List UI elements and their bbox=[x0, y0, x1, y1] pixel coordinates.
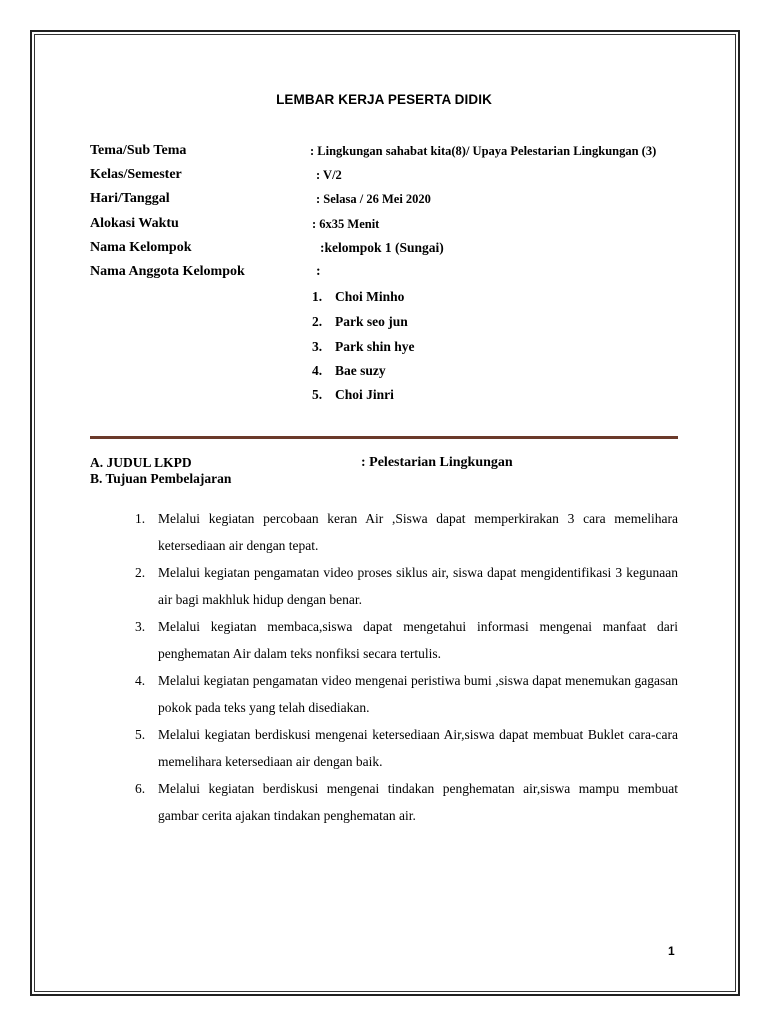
info-label-hari: Hari/Tanggal bbox=[90, 191, 170, 206]
info-label-kelas: Kelas/Semester bbox=[90, 167, 182, 182]
section-divider bbox=[90, 436, 678, 439]
info-value-alokasi: : 6x35 Menit bbox=[312, 217, 380, 231]
page-number: 1 bbox=[668, 944, 675, 958]
info-label-anggota: Nama Anggota Kelompok bbox=[90, 264, 245, 279]
member-item: 4. Bae suzy bbox=[312, 363, 386, 378]
objectives-list bbox=[130, 505, 678, 829]
list-item: 1. Melalui kegiatan percobaan keran Air ,Siswa dapat memperkirakan 3 cara memelihara ketersediaan air dengan tepat. bbox=[135, 511, 678, 553]
info-value-tema: : Lingkungan sahabat kita(8)/ Upaya Pelestarian Lingkungan (3) bbox=[310, 144, 657, 158]
info-label-tema: Tema/Sub Tema bbox=[90, 143, 187, 158]
member-item: 3. Park shin hye bbox=[312, 339, 415, 354]
info-label-alokasi: Alokasi Waktu bbox=[90, 216, 179, 231]
info-value-kelompok: :kelompok 1 (Sungai) bbox=[320, 240, 444, 255]
info-label-kelompok: Nama Kelompok bbox=[90, 240, 192, 255]
info-value-anggota: : bbox=[316, 264, 321, 279]
section-a-label: A. JUDUL LKPD bbox=[90, 455, 192, 470]
list-item: 6. Melalui kegiatan berdiskusi mengenai tindakan penghematan air,siswa mampu membuat gambar cerita ajakan tindakan penghematan air. bbox=[135, 781, 678, 823]
list-item: 3. Melalui kegiatan membaca,siswa dapat mengetahui informasi mengenai manfaat dari penghematan Air dalam teks nonfiksi secara tertulis. bbox=[135, 619, 678, 661]
member-item: 2. Park seo jun bbox=[312, 314, 408, 329]
info-value-hari: : Selasa / 26 Mei 2020 bbox=[316, 192, 431, 206]
info-value-kelas: : V/2 bbox=[316, 168, 342, 182]
list-item: 2. Melalui kegiatan pengamatan video proses siklus air, siswa dapat mengidentifikasi 3 kegunaan air bagi makhluk hidup dengan benar. bbox=[135, 565, 678, 607]
member-item: 5. Choi Jinri bbox=[312, 387, 394, 402]
list-item: 5. Melalui kegiatan berdiskusi mengenai ketersediaan Air,siswa dapat membuat Buklet cara-cara memelihara ketersediaan air dengan baik. bbox=[135, 727, 678, 769]
member-item: 1. Choi Minho bbox=[312, 289, 405, 304]
document-title: LEMBAR KERJA PESERTA DIDIK bbox=[276, 92, 492, 107]
list-item: 4. Melalui kegiatan pengamatan video mengenai peristiwa bumi ,siswa dapat menemukan gagasan pokok pada teks yang telah disediakan. bbox=[135, 673, 678, 715]
section-a-value: : Pelestarian Lingkungan bbox=[361, 455, 513, 470]
section-b-label: B. Tujuan Pembelajaran bbox=[90, 471, 232, 486]
